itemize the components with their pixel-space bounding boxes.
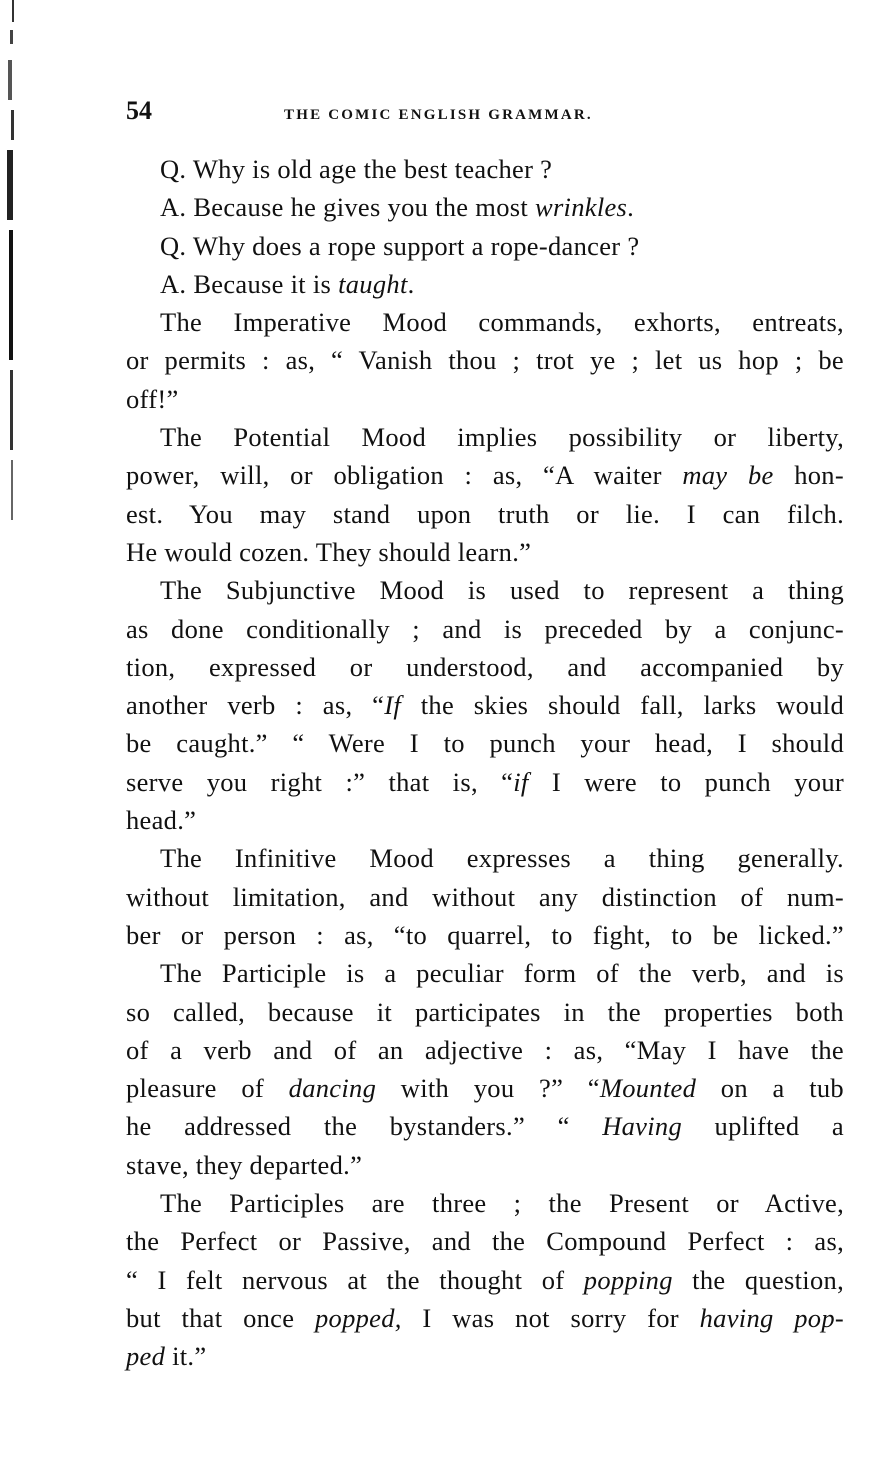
text-line: be caught.” “ Were I to punch your head, I should [126,728,844,759]
text-line: as done conditionally ; and is preceded by a conjunc- [126,613,844,644]
text-line: power, will, or obligation : as, “A waiter may be hon- [126,460,844,491]
text-line: the Perfect or Passive, and the Compound Perfect : as, [126,1226,844,1257]
text-line: without limitation, and without any distinction of num- [126,881,844,912]
page-number: 54 [126,96,152,125]
qa-line [126,227,844,265]
text-line: he addressed the bystanders.” “ Having uplifted a [126,1111,844,1142]
paragraph-infinitive-mood [126,839,844,954]
page-header [126,96,844,136]
italic-word: taught [338,268,408,299]
italic-word: popped, [314,1302,402,1333]
text-line: The Imperative Mood commands, exhorts, entreats, [160,307,844,338]
qa-block [126,150,844,303]
text-line: tion, expressed or understood, and accompanied by [126,651,844,682]
qa-label: Q. [160,230,187,261]
text-line: ped it.” [126,1341,207,1372]
running-title: THE COMIC ENGLISH GRAMMAR. [284,107,593,123]
text-line: “ I felt nervous at the thought of popping the question, [126,1264,844,1295]
text-line: another verb : as, “If the skies should fall, larks would [126,690,844,721]
text-line: The Infinitive Mood expresses a thing generally. [160,843,844,874]
italic-word: having pop- [699,1302,845,1333]
text-line: The Participle is a peculiar form of the verb, and is [160,958,844,989]
binding-edge-scan-marks [0,0,26,560]
text-line: head.” [126,805,197,836]
text-line: so called, because it participates in the properties both [126,996,844,1027]
italic-word: ped [126,1341,166,1372]
text-line: ber or person : as, “to quarrel, to fight, to be licked.” [126,919,844,950]
text-line: of a verb and of an adjective : as, “May I have the [126,1034,844,1065]
qa-label: A. [160,192,187,223]
paragraph-participles [126,1184,844,1375]
italic-word: popping [583,1264,673,1295]
paragraph-subjunctive-mood [126,571,844,839]
italic-word: Having [602,1111,682,1142]
text-line: off!” [126,383,179,414]
text-line: The Participles are three ; the Present or Active, [160,1188,844,1219]
qa-text: Why does a rope support a rope-dancer ? [192,230,640,261]
qa-label: Q. [160,154,187,184]
qa-text: Why is old age the best teacher ? [192,154,553,184]
italic-word: If [384,690,401,721]
italic-word: if [513,766,529,797]
text-line: The Subjunctive Mood is used to represent a thing [160,575,844,606]
qa-line: A. Because he gives you the most wrinkles. [160,192,635,223]
paragraph-participle [126,954,844,1184]
text-line: est. You may stand upon truth or lie. I can filch. [126,498,844,529]
italic-word: wrinkles [534,192,628,223]
qa-line [126,150,844,188]
text-line: He would cozen. They should learn.” [126,536,532,567]
text-line: pleasure of dancing with you ?” “Mounted on a tub [126,1073,844,1104]
paragraph-potential-mood [126,418,844,571]
text-line: but that once popped, I was not sorry for having pop- [126,1302,845,1333]
qa-line: A. Because it is taught. [160,268,415,299]
italic-word: may be [682,460,774,491]
text-line: serve you right :” that is, “if I were to punch your [126,766,845,797]
book-page [126,96,844,1376]
italic-word: Mounted [599,1073,697,1104]
text-line: stave, they departed.” [126,1149,363,1180]
italic-word: dancing [288,1073,377,1104]
text-line: or permits : as, “ Vanish thou ; trot ye ; let us hop ; be [126,345,844,376]
text-line: The Potential Mood implies possibility or liberty, [160,422,844,453]
qa-label: A. [160,268,187,299]
paragraph-imperative-mood [126,303,844,418]
